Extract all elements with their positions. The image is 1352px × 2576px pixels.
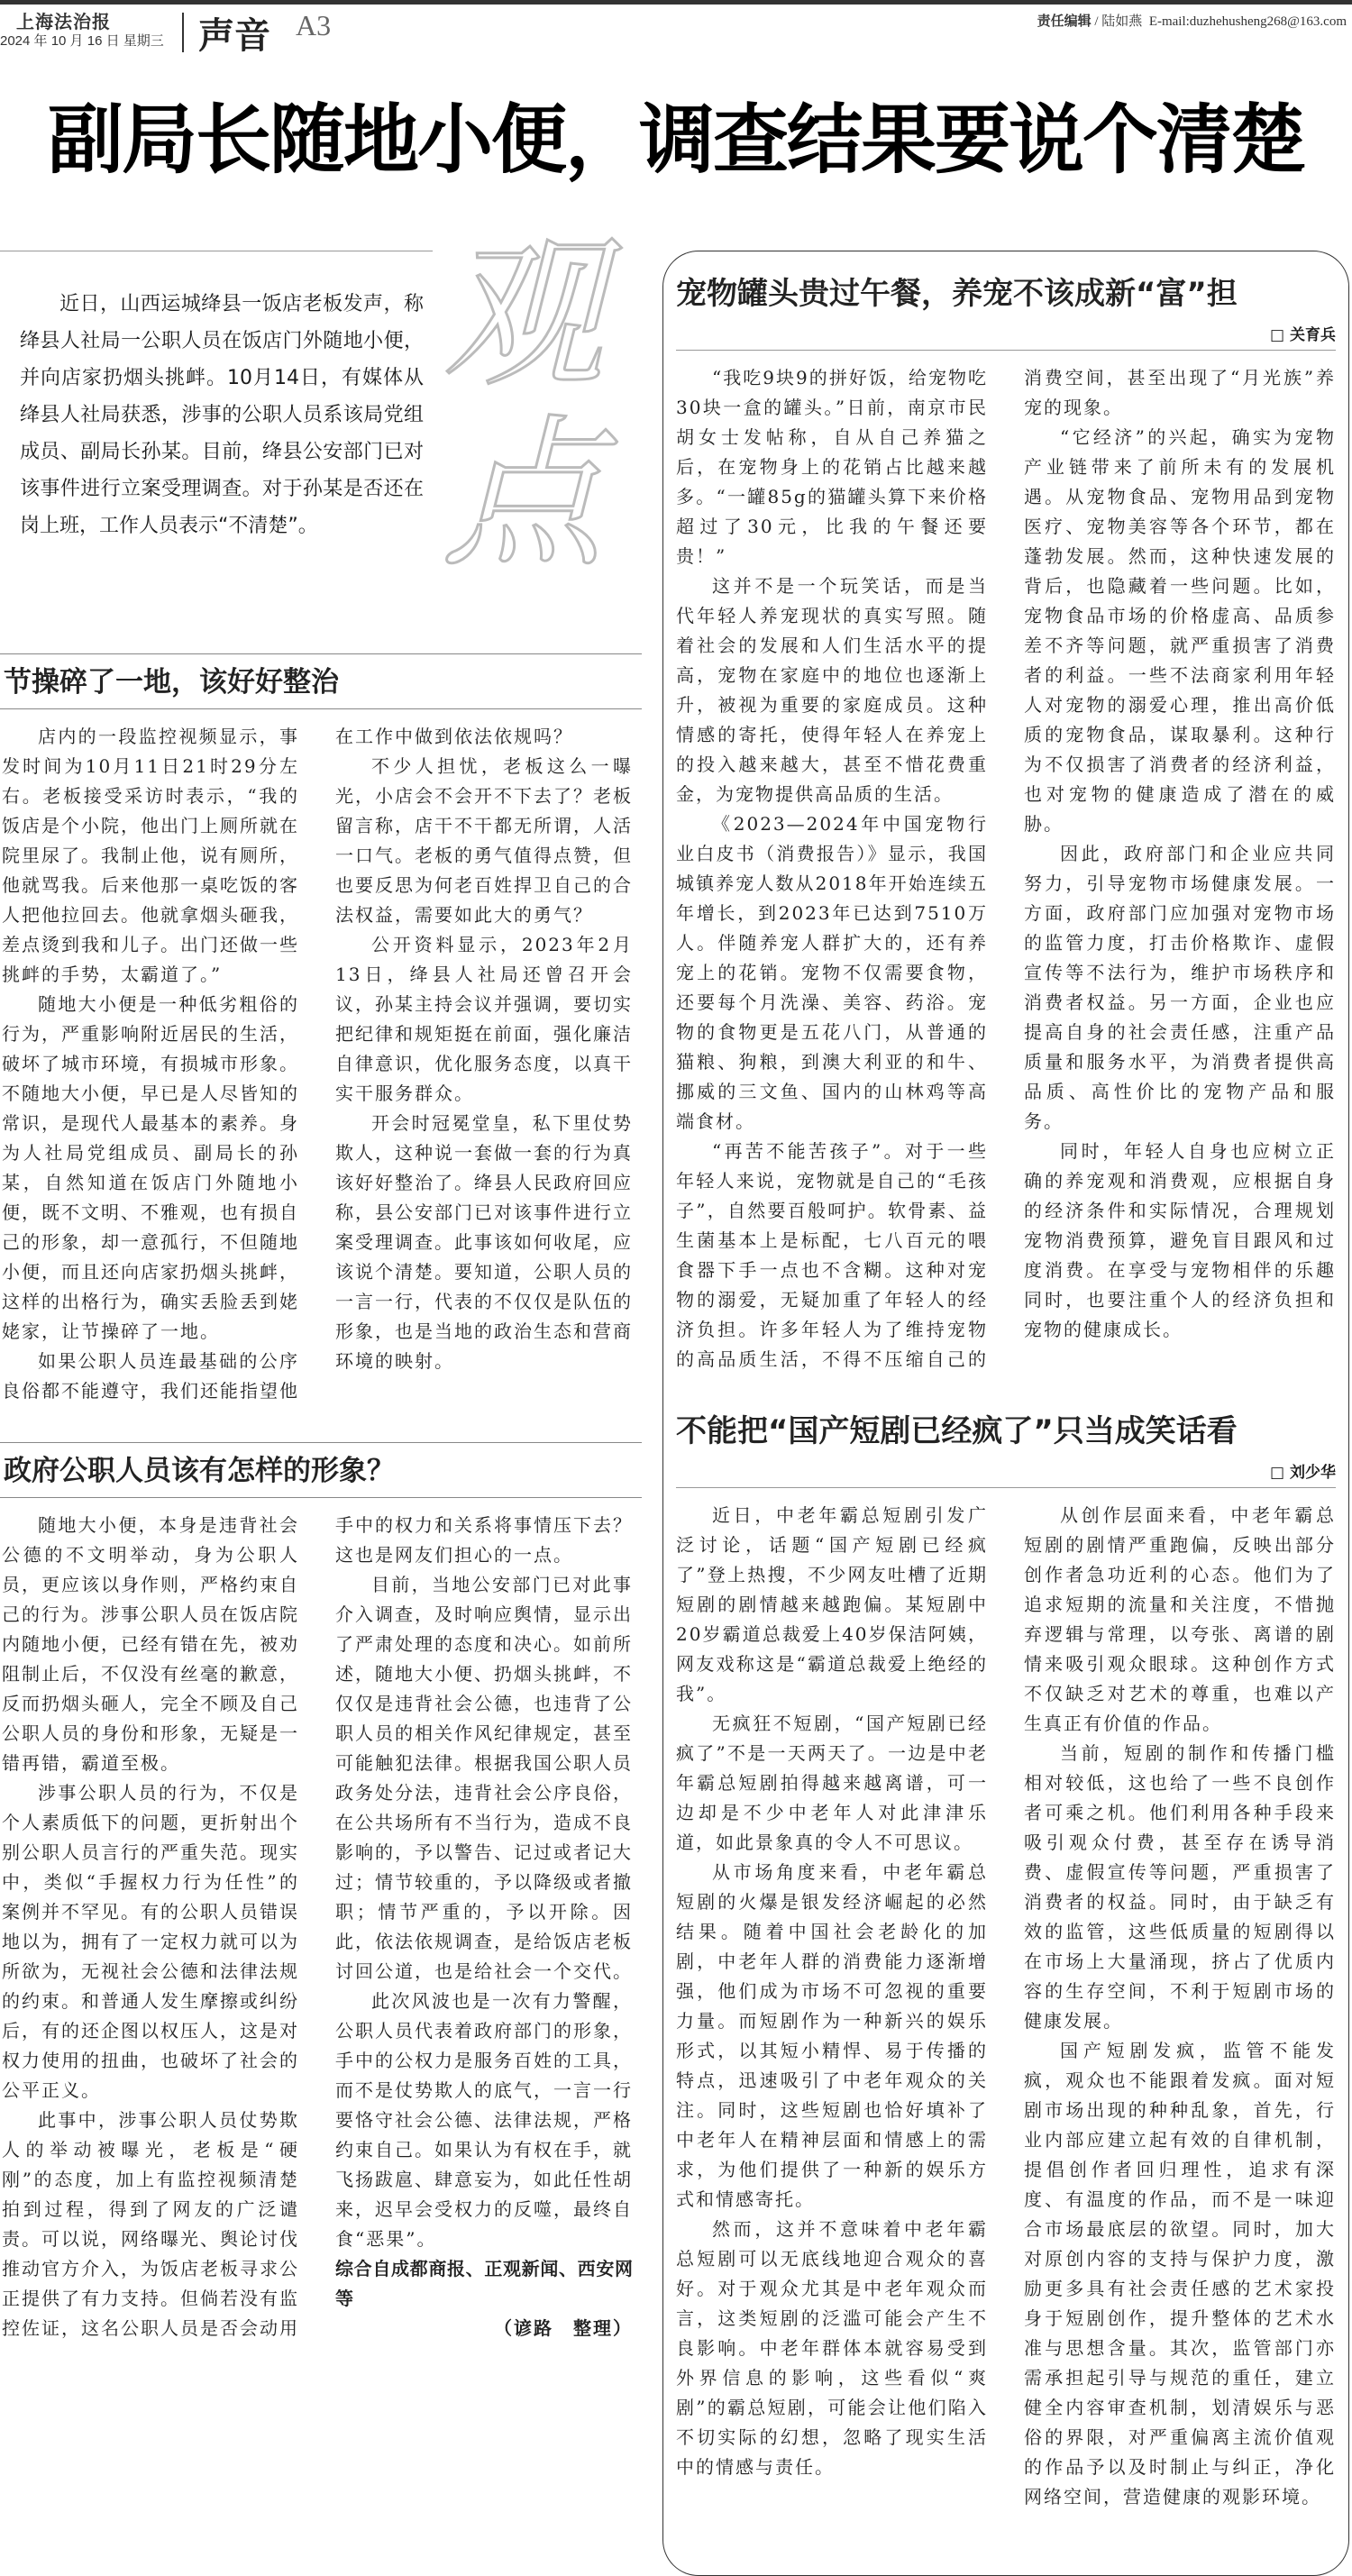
column-logo-guandian: 观点 [442,221,605,589]
source-note: 综合自成都商报、正观新闻、西安网等 [335,2258,633,2309]
paragraph: 无疯狂不短剧，“国产短剧已经疯了”不是一天两天了。一边是中老年霸总短剧拍得越来越离谱，可一边却是不少中老年人对此津津乐道，如此景象真的令人不可思议。 [676,1713,988,1853]
paragraph: 国产短剧发疯，监管不能发疯，观众也不能跟着发疯。面对短剧市场出现的种种乱象，首先，行业内部应建立起有效的自律机制，提倡创作者回归理性，追求有深度、有温度的作品，而不是一味迎合市场最底层的欲望。同时，加大对原创内容的支持与保护力度，激励更多具有社会责任感的艺术家投身于短剧创作，提升整体的艺术水准与思想含量。其次，监管部门亦需承担起引导与规范的重任，建立健全内容审查机制，划清娱乐与恶俗的界限，对严重偏离主流价值观的作品予以及时制止与纠正，净化网络空间，营造健康的观影环境。 [1024,2040,1336,2507]
article-title: 节操碎了一地，该好好整治 [0,653,642,709]
paragraph: 如果公职人员连最基础的公序良俗都不能遵守，我们还能指望他在工作中做到依法依规吗？ [2,726,573,1402]
compiler-note: （谚路 整理） [494,2317,633,2339]
paragraph: 随地大小便是一种低劣粗俗的行为，严重影响附近居民的生活，破坏了城市环境，有损城市形象。不随地大小便，早已是人尽皆知的常识，是现代人最基本的素养。身为人社局党组成员、副局长的孙某，自然知道在饭店门外随地小便，既不文明、不雅观，也有损自己的形象，却一意孤行，不但随地小便，而且还向店家扔烟头挑衅，这样的出格行为，确实丢脸丢到姥姥家，让节操碎了一地。 [2,993,299,1342]
paragraph: 随地大小便，本身是违背社会公德的不文明举动，身为公职人员，更应该以身作则，严格约束自己的行为。涉事公职人员在饭店院内随地小便，已经有错在先，被劝阻制止后，不仅没有丝毫的歉意，反而扔烟头砸人，完全不顾及自己公职人员的身份和形象，无疑是一错再错，霸道至极。 [2,1514,299,1774]
paragraph: 当前，短剧的制作和传播门槛相对较低，这也给了一些不良创作者可乘之机。他们利用各种手段来吸引观众付费，甚至存在诱导消费、虚假宣传等问题，严重损害了消费者的权益。同时，由于缺乏有效的监管，这些低质量的短剧得以在市场上大量涌现，挤占了优质内容的生存空间，不利于短剧市场的健康发展。 [1024,1742,1336,2032]
paragraph: “我吃9块9的拼好饭，给宠物吃30块一盒的罐头。”日前，南京市民胡女士发帖称，自从自己养猫之后，在宠物身上的花销占比越来越多。“一罐85g的猫罐头算下来价格超过了30元，比我的午餐还要贵！” [676,367,988,567]
section-name: 声音 [198,15,270,57]
left-column [0,653,642,2380]
paragraph: 《2023—2024年中国宠物行业白皮书（消费报告）》显示，我国城镇养宠人数从2018年开始连续五年增长，到2023年已达到7510万人。伴随养宠人群扩大的，还有养宠上的花销。宠物不仅需要食物，还要每个月洗澡、美容、药浴。宠物的食物更是五花八门，从普通的猫粮、狗粮，到澳大利亚的和牛、挪威的三文鱼、国内的山林鸡等高端食材。 [676,813,988,1132]
editor-label: 责任编辑 [1037,13,1092,29]
article-body [2,1511,633,2343]
paragraph: 店内的一段监控视频显示，事发时间为10月11日21时29分左右。老板接受采访时表示，“我的饭店是个小院，他出门上厕所就在院里尿了。我制止他，说有厕所，他就骂我。后来他那一桌吃饭的客人把他拉回去。他就拿烟头砸我，差点烫到我和儿子。出门还做一些挑衅的手势，太霸道了。” [2,726,299,985]
main-headline: 副局长随地小便，调查结果要说个清楚 [47,95,1304,184]
article-title: 不能把“国产短剧已经疯了”只当成笑话看 [676,1413,1238,1449]
newspaper-logo: 上海法治报 [16,11,111,32]
article-body [2,722,633,1406]
article-title: 宠物罐头贵过午餐，养宠不该成新“富”担 [676,276,1238,312]
commentary-box [662,251,1349,2576]
article-title: 政府公职人员该有怎样的形象？ [0,1442,642,1498]
paragraph: 公开资料显示，2023年2月13日，绛县人社局还曾召开会议，孙某主持会议并强调，要切实把纪律和规矩挺在前面，强化廉洁自律意识，优化服务态度，以真干实干服务群众。 [335,934,633,1104]
issue-date: 2024 年 10 月 16 日 星期三 [0,33,164,49]
paragraph: 同时，年轻人自身也应树立正确的养宠观和消费观，应根据自身的经济条件和实际情况，合理规划宠物消费预算，避免盲目跟风和过度消费。在享受与宠物相伴的乐趣同时，也要注重个人的经济负担和宠物的健康成长。 [1024,1140,1336,1340]
article-body [676,363,1336,1375]
paragraph: 此事中，涉事公职人员仗势欺人的举动被曝光，老板是“硬刚”的态度，加上有监控视频清楚拍到过程，得到了网友的广泛谴责。可以说，网络曝光、舆论讨伐推动官方介入，为饭店老板寻求公正提供了有力支持。但倘若没有监控佐证，这名公职人员是否会动用手中的权力和关系将事情压下去？这也是网友们担心的一点。 [2,1514,633,2339]
paragraph: 近日，中老年霸总短剧引发广泛讨论，话题“国产短剧已经疯了”登上热搜，不少网友吐槽了近期短剧的剧情越来越跑偏。某短剧中20岁霸道总裁爱上40岁保洁阿姨，网友戏称这是“霸道总裁爱上绝经的我”。 [676,1504,988,1704]
paragraph: 然而，这并不意味着中老年霸总短剧可以无底线地迎合观众的喜好。对于观众尤其是中老年观众而言，这类短剧的泛滥可能会产生不良影响。中老年群体本就容易受到外界信息的影响，这些看似“爽剧”的霸总短剧，可能会让他们陷入不切实际的幻想，忽略了现实生活中的情感与责任。 [676,2218,988,2478]
paragraph: “再苦不能苦孩子”。对于一些年轻人来说，宠物就是自己的“毛孩子”，自然要百般呵护。软骨素、益生菌基本上是标配，七八百元的喂食器下手一点也不含糊。这种对宠物的溺爱，无疑加重了年轻人的经济负担。许多年轻人为了维持宠物的高品质生活，不得不压缩自己的消费空间，甚至出现了“月光族”养宠的现象。 [676,367,1336,1370]
paragraph: 从市场角度来看，中老年霸总短剧的火爆是银发经济崛起的必然结果。随着中国社会老龄化的加剧，中老年人群的消费能力逐渐增强，他们成为市场不可忽视的重要力量。而短剧作为一种新兴的娱乐形式，以其短小精悍、易于传播的特点，迅速吸引了中老年观众的关注。同时，这些短剧也恰好填补了中老年人在精神层面和情感上的需求，为他们提供了一种新的娱乐方式和情感寄托。 [676,1861,988,2210]
paragraph: “它经济”的兴起，确实为宠物产业链带来了前所未有的发展机遇。从宠物食品、宠物用品到宠物医疗、宠物美容等各个环节，都在蓬勃发展。然而，这种快速发展的背后，也隐藏着一些问题。比如，宠物食品市场的价格虚高、品质参差不齐等问题，就严重损害了消费者的利益。一些不法商家利用年轻人对宠物的溺爱心理，推出高价低质的宠物食品，谋取暴利。这种行为不仅损害了消费者的经济利益，也对宠物的健康造成了潜在的威胁。 [1024,426,1336,835]
editor-info [1037,11,1347,30]
lead-summary: 近日，山西运城绛县一饭店老板发声，称绛县人社局一公职人员在饭店门外随地小便，并向店家扔烟头挑衅。10月14日，有媒体从绛县人社局获悉，涉事的公职人员系该局党组成员、副局长孙某。目前，绛县公安部门已对该事件进行立案受理调查。对于孙某是否还在岗上班，工作人员表示“不清楚”。 [0,251,433,544]
top-rule [0,0,1352,5]
header-divider [182,13,184,52]
paragraph: 不少人担忧，老板这么一曝光，小店会不会开不下去了？老板留言称，店干不干都无所谓，人活一口气。老板的勇气值得点赞，但也要反思为何老百姓捍卫自己的合法权益，需要如此大的勇气？ [335,755,633,926]
editor-email: E-mail:duzhehusheng268@163.com [1148,14,1347,29]
paragraph: 此次风波也是一次有力警醒，公职人员代表着政府部门的形象，手中的公权力是服务百姓的工具，而不是仗势欺人的底气，一言一行要恪守社会公德、法律法规，严格约束自己。如果认为有权在手，就飞扬跋扈、肆意妄为，如此任性胡来，迟早会受权力的反噬，最终自食“恶果”。 [335,1990,633,2250]
paragraph: 涉事公职人员的行为，不仅是个人素质低下的问题，更折射出个别公职人员言行的严重失范。现实中，类似“手握权力行为任性”的案例并不罕见。有的公职人员错误地以为，拥有了一定权力就可以为所欲为，无视社会公德和法律法规的约束。和普通人发生摩擦或纠纷后，有的还企图以权压人，这是对权力使用的扭曲，也破坏了社会的公平正义。 [2,1782,299,2101]
editor-name: / 陆如燕 [1094,14,1143,29]
paragraph: 从创作层面来看，中老年霸总短剧的剧情严重跑偏，反映出部分创作者急功近利的心态。他们为了追求短期的流量和关注度，不惜抛弃逻辑与常理，以夸张、离谱的剧情来吸引观众眼球。这种创作方式不仅缺乏对艺术的尊重，也难以产生真正有价值的作品。 [1024,1504,1336,1734]
paragraph: 目前，当地公安部门已对此事介入调查，及时响应舆情，显示出了严肃处理的态度和决心。如前所述，随地大小便、扔烟头挑衅，不仅仅是违背社会公德，也违背了公职人员的相关作风纪律规定，甚至可能触犯法律。根据我国公职人员政务处分法，违背社会公序良俗，在公共场所有不当行为，造成不良影响的，予以警告、记过或者记大过；情节较重的，予以降级或者撤职；情节严重的，予以开除。因此，依法依规调查，是给饭店老板讨回公道，也是给社会一个交代。 [335,1574,633,1982]
paragraph: 因此，政府部门和企业应共同努力，引导宠物市场健康发展。一方面，政府部门应加强对宠物市场的监管力度，打击价格欺诈、虚假宣传等不法行为，维护市场秩序和消费者权益。另一方面，企业也应提高自身的社会责任感，注重产品质量和服务水平，为消费者提供高品质、高性价比的宠物产品和服务。 [1024,843,1336,1132]
byline: □ 关育兵 [676,315,1336,351]
byline: □ 刘少华 [676,1452,1336,1488]
paragraph: 这并不是一个玩笑话，而是当代年轻人养宠现状的真实写照。随着社会的发展和人们生活水平的提高，宠物在家庭中的地位也逐渐上升，被视为重要的家庭成员。这种情感的寄托，使得年轻人在养宠上的投入越来越大，甚至不惜花费重金，为宠物提供高品质的生活。 [676,575,988,805]
article-body [676,1501,1336,2512]
page-number: A3 [296,9,332,41]
paragraph: 开会时冠冕堂皇，私下里仗势欺人，这种说一套做一套的行为真该好好整治了。绛县人民政府回应称，县公安部门已对该事件进行立案受理调查。此事该如何收尾，应该说个清楚。要知道，公职人员的一言一行，代表的不仅仅是队伍的形象，也是当地的政治生态和营商环境的映射。 [335,1112,633,1372]
